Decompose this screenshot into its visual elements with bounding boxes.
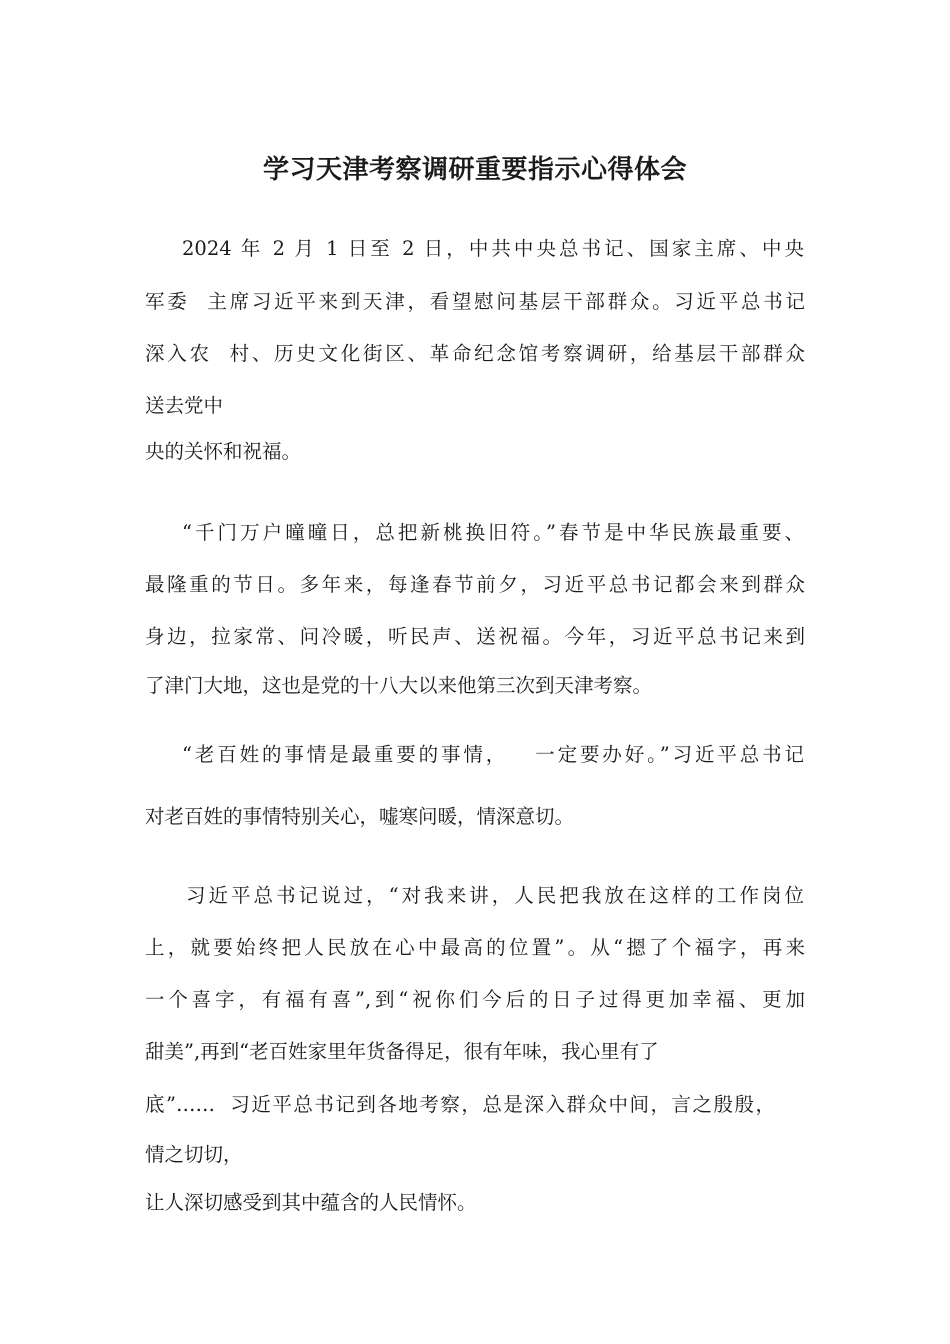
text-line: 军委 主席习近平来到天津，看望慰问基层干部群众。习近平总书记 — [145, 290, 805, 313]
text-line: 情之切切， — [145, 1143, 243, 1166]
text-line: 习近平总书记说过，“对我来讲，人民把我放在这样的工作岗位 — [186, 884, 804, 907]
text-line: 送去党中 — [145, 394, 224, 417]
text-line: 让人深切感受到其中蕴含的人民情怀。 — [145, 1191, 477, 1214]
text-line: 甜美”,再到“老百姓家里年货备得足，很有年味，我心里有了 — [145, 1040, 659, 1063]
text-line: 对老百姓的事情特别关心，嘘寒问暖，情深意切。 — [145, 805, 575, 828]
document-title: 学习天津考察调研重要指示心得体会 — [262, 155, 687, 185]
text-line: 深入农 村、历史文化街区、革命纪念馆考察调研，给基层干部群众 — [145, 342, 805, 365]
text-line: 上，就要始终把人民放在心中最高的位置”。从“摁了个福字，再来 — [145, 936, 805, 959]
text-line: “千门万户曈曈日，总把新桃换旧符。”春节是中华民族最重要、 — [182, 521, 804, 544]
text-line: 最隆重的节日。多年来，每逢春节前夕，习近平总书记都会来到群众 — [145, 573, 805, 596]
text-line: 央的关怀和祝福。 — [145, 440, 302, 463]
text-line: 底”…… 习近平总书记到各地考察，总是深入群众中间，言之殷殷， — [145, 1093, 775, 1116]
text-line: 了津门大地，这也是党的十八大以来他第三次到天津考察。 — [145, 674, 653, 697]
text-line: 一个喜字，有福有喜”,到“祝你们今后的日子过得更加幸福、更加 — [145, 988, 805, 1011]
text-line: 身边，拉家常、问冷暖，听民声、送祝福。今年，习近平总书记来到 — [145, 625, 805, 648]
text-line: “老百姓的事情是最重要的事情， 一定要办好。”习近平总书记 — [182, 743, 804, 766]
text-line: 2024 年 2 月 1 日至 2 日，中共中央总书记、国家主席、中央 — [182, 237, 804, 260]
